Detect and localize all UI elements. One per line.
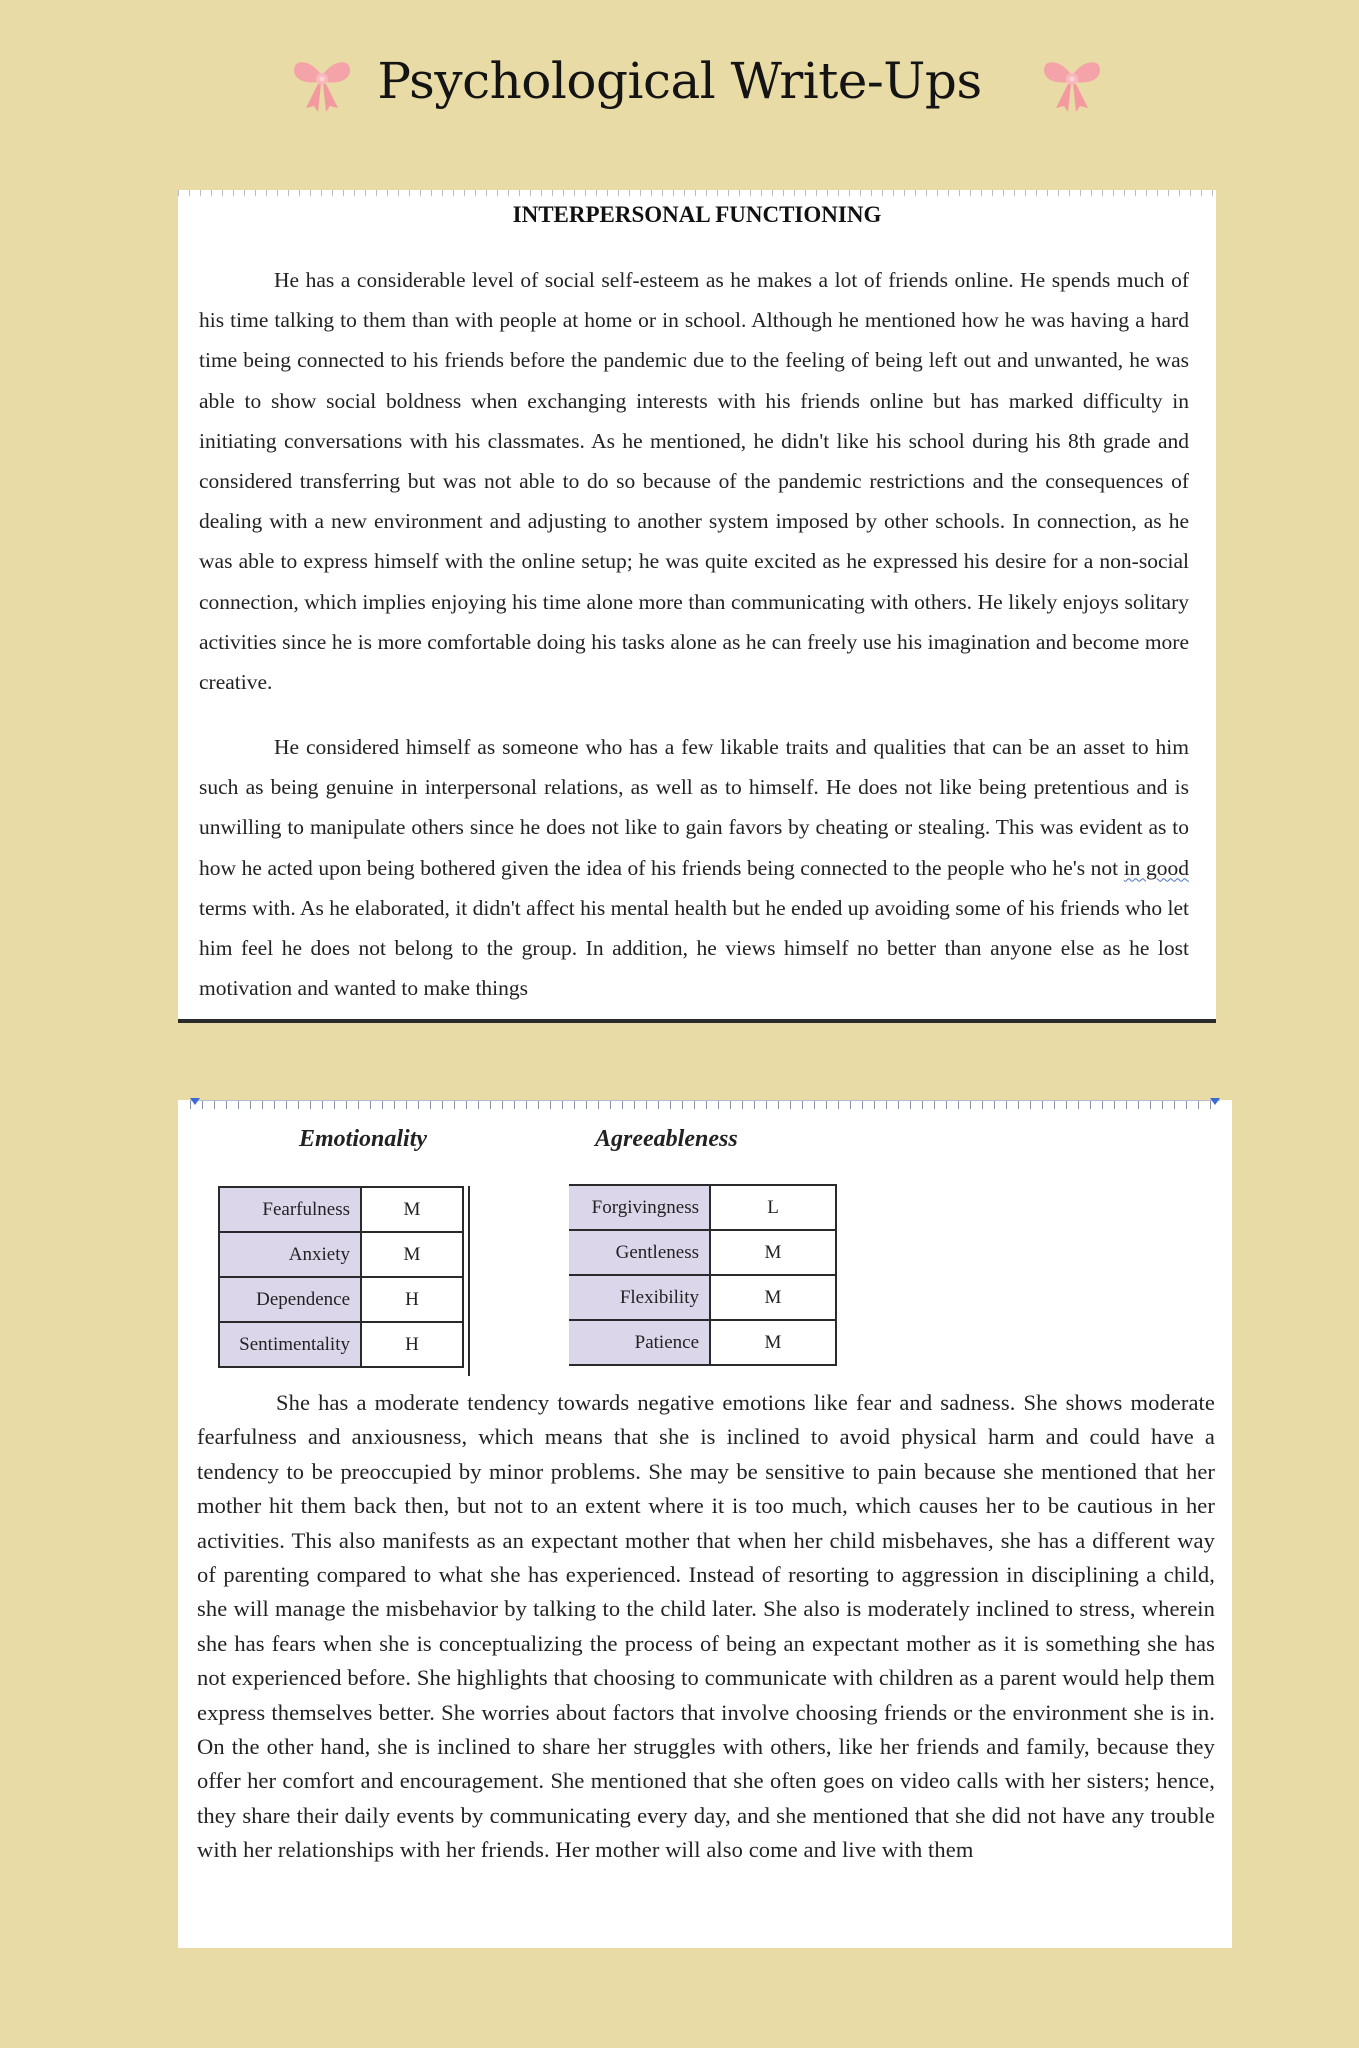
trait-level: M [361, 1187, 463, 1232]
document-page-interpersonal [178, 190, 1216, 1022]
trait-name: Forgivingness [569, 1185, 710, 1230]
emotionality-title: Emotionality [299, 1126, 428, 1152]
paragraph: He has a considerable level of social self-esteem as he makes a lot of friends online. He spends much of his time talking to them than with people at home or in school. Although he mentioned how he was having a hard time being connected to his friends before the pandemic due to the feeling of being left out and unwanted, he was able to show social boldness when exchanging interests with his friends online but has marked difficulty in initiating conversations with his classmates. As he mentioned, he didn't like his school during his 8th grade and considered transferring but was not able to do so because of the pandemic restrictions and the consequences of dealing with a new environment and adjusting to another system imposed by other schools. In connection, as he was able to express himself with the online setup; he was quite excited as he expressed his desire for a non-social connection, which implies enjoying his time alone more than communicating with others. He likely enjoys solitary activities since he is more comfortable doing his tasks alone as he can freely use his imagination and become more creative. [199, 268, 1189, 695]
trait-name: Flexibility [569, 1275, 710, 1320]
trait-name: Patience [569, 1320, 710, 1365]
trait-level: H [361, 1322, 463, 1367]
trait-level: M [710, 1320, 836, 1365]
indent-marker-icon [1210, 1098, 1220, 1105]
trait-level: H [361, 1277, 463, 1322]
ruler [178, 190, 1216, 196]
table-row [569, 1320, 836, 1365]
table-row [569, 1275, 836, 1320]
table-row [219, 1187, 463, 1232]
trait-level: M [710, 1230, 836, 1275]
agreeableness-table [569, 1184, 837, 1366]
trait-level: M [361, 1232, 463, 1277]
trait-name: Dependence [219, 1277, 361, 1322]
table-row [569, 1185, 836, 1230]
paragraph-text: He considered himself as someone who has a few likable traits and qualities that can be an asset to him such as being genuine in interpersonal relations, as well as to himself. He does not like being pretentious and is unwilling to manipulate others since he does not like to gain favors by cheating or stealing. This was evident as to how he acted upon being bothered given the idea of his friends being connected to the people who he's not [199, 735, 1189, 880]
paragraph [199, 727, 1189, 1001]
bow-icon [1040, 56, 1104, 112]
trait-name: Fearfulness [219, 1187, 361, 1232]
trait-level: M [710, 1275, 836, 1320]
table-border [468, 1186, 470, 1376]
paragraph-text: terms with. As he elaborated, it didn't affect his mental health but he ended up avoiding some of his friends who let him feel he does not belong to the group. In addition, he views himself no better than anyone else as he lost motivation and wanted to make things [199, 895, 1189, 1001]
header [0, 40, 1359, 140]
section-heading: INTERPERSONAL FUNCTIONING [512, 202, 882, 227]
paragraph: She has a moderate tendency towards negative emotions like fear and sadness. She shows moderate fearfulness and anxiousness, which means that she is inclined to avoid physical harm and could have a tendency to be preoccupied by minor problems. She may be sensitive to pain because she mentioned that her mother hit them back then, but not to an extent where it is too much, which causes her to be cautious in her activities. This also manifests as an expectant mother that when her child misbehaves, she has a different way of parenting compared to what she has experienced. Instead of resorting to aggression in disciplining a child, she will manage the misbehavior by talking to the child later. She also is moderately inclined to stress, wherein she has fears when she is conceptualizing the process of being an expectant mother as it is something she has not experienced before. She highlights that choosing to communicate with children as a parent would help them express themselves better. She worries about factors that involve choosing friends or the environment she is in. On the other hand, she is inclined to share her struggles with others, like her friends and family, because they offer her comfort and encouragement. She mentioned that she often goes on video calls with her sisters; hence, they share their daily events by communicating every day, and she mentioned that she did not have any trouble with her relationships with her friends. Her mother will also come and live with them [197, 1390, 1215, 1863]
page-title: Psychological Write-Ups [377, 52, 982, 110]
agreeableness-title: Agreeableness [595, 1126, 738, 1152]
table-row [569, 1230, 836, 1275]
table-row [219, 1277, 463, 1322]
emotionality-table [218, 1186, 464, 1368]
document-page-traits [178, 1100, 1232, 1948]
table-row [219, 1322, 463, 1367]
indent-marker-icon [190, 1098, 200, 1105]
spellcheck-flagged-text: in good [1123, 855, 1189, 880]
divider [178, 1019, 1216, 1023]
trait-name: Sentimentality [219, 1322, 361, 1367]
table-row [219, 1232, 463, 1277]
ruler [190, 1100, 1220, 1109]
trait-name: Anxiety [219, 1232, 361, 1277]
trait-name: Gentleness [569, 1230, 710, 1275]
trait-level: L [710, 1185, 836, 1230]
